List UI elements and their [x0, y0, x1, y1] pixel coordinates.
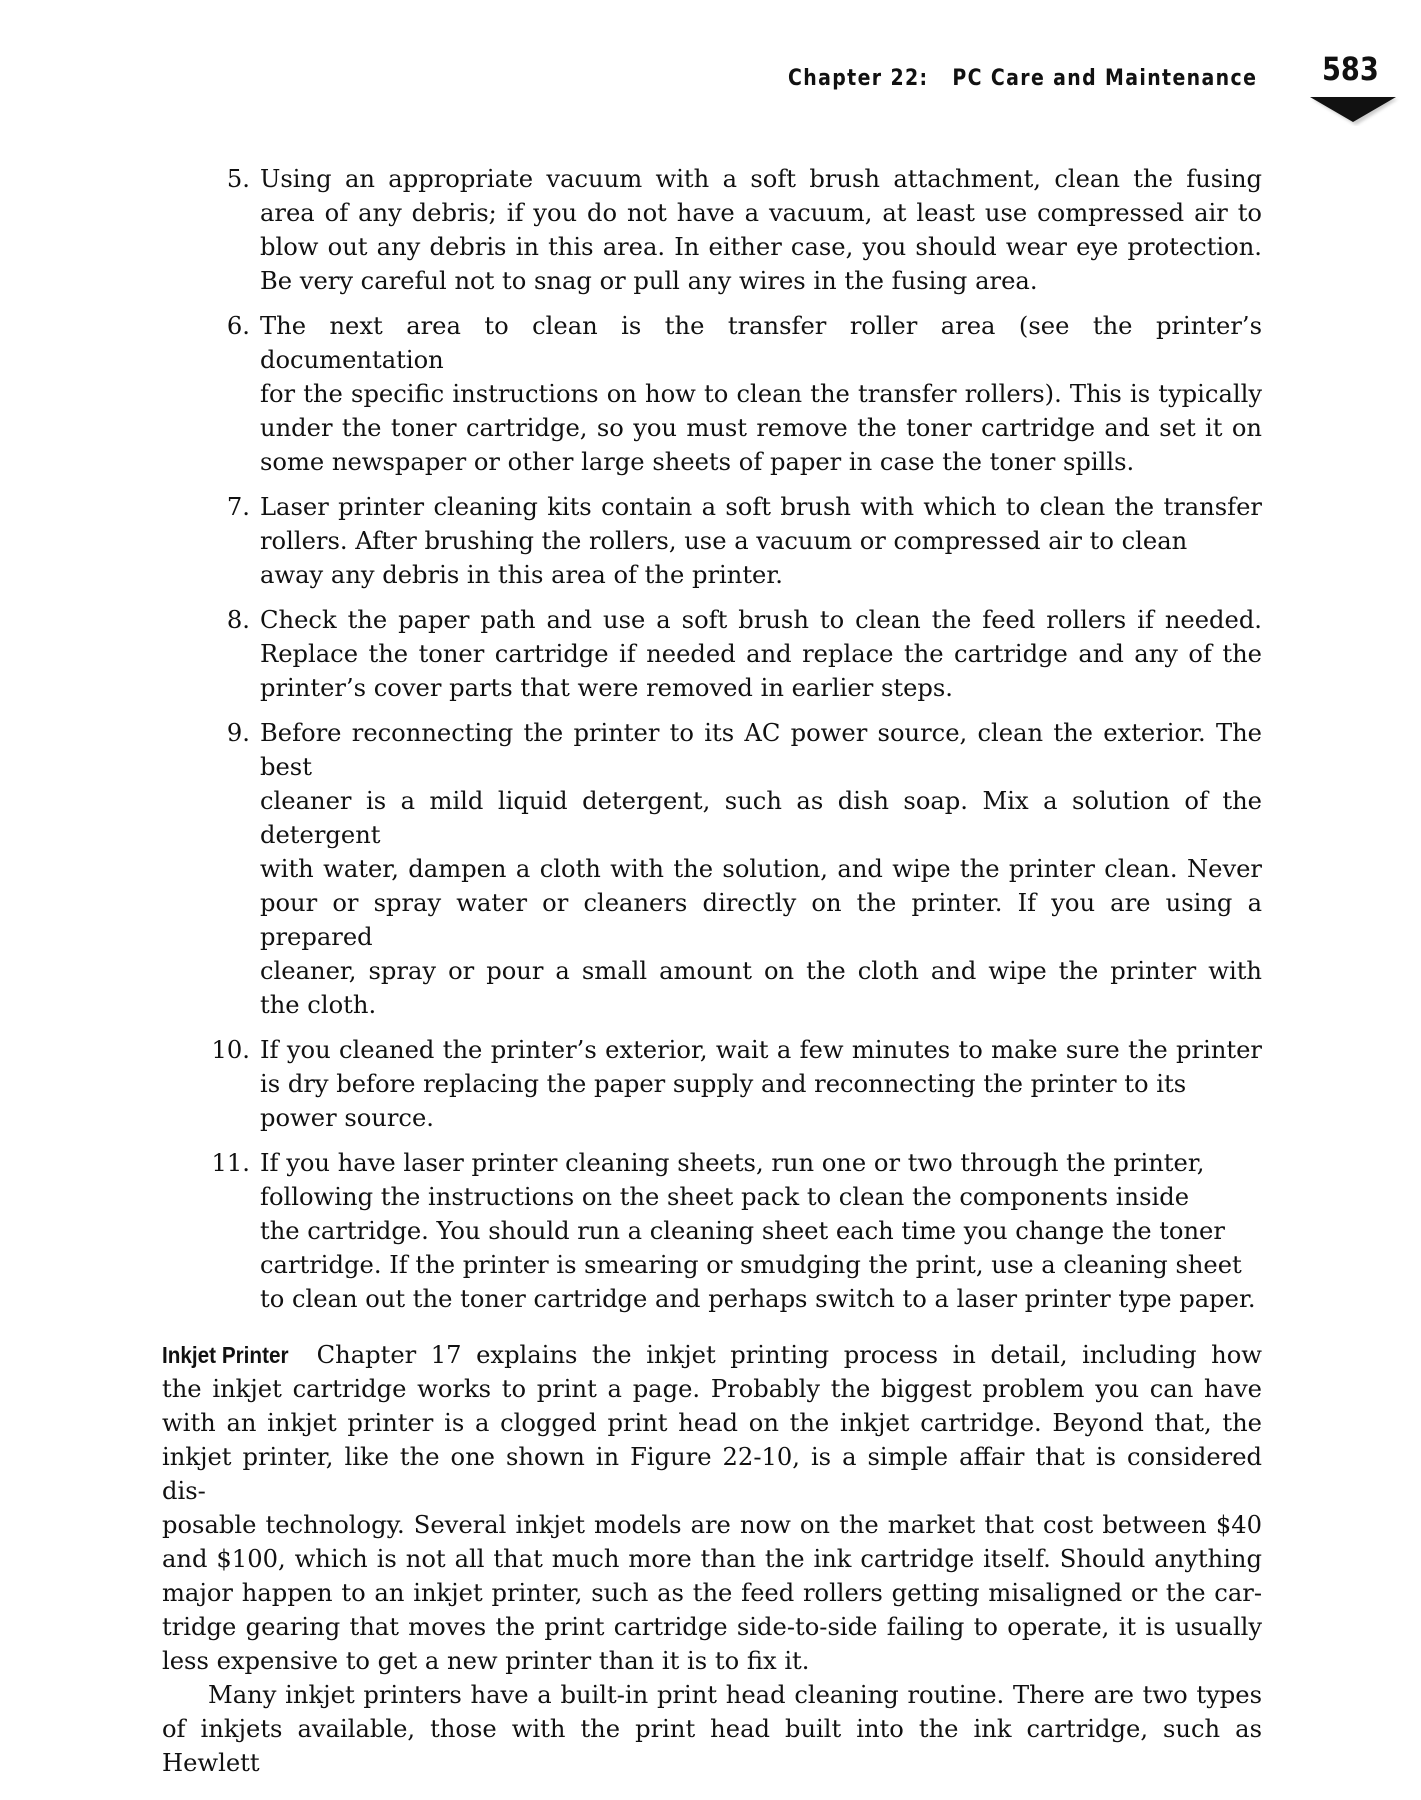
step-item: [162, 716, 1262, 1022]
step-number: 10.: [211, 1036, 250, 1064]
text-line: with an inkjet printer is a clogged print head on the inkjet cartridge. Beyond that, the: [162, 1409, 1262, 1437]
procedure-steps: [162, 162, 1262, 1316]
text-line: The next area to clean is the transfer roller area (see the printer’s documentation: [260, 312, 1262, 374]
step-item: [162, 162, 1262, 298]
text-line: blow out any debris in this area. In either case, you should wear eye protection.: [260, 233, 1262, 261]
text-line: for the specific instructions on how to clean the transfer rollers). This is typically: [260, 380, 1262, 408]
text-line: Using an appropriate vacuum with a soft brush attachment, clean the fusing: [260, 165, 1262, 193]
text-line: Replace the toner cartridge if needed and replace the cartridge and any of the: [260, 640, 1262, 668]
text-line: the cartridge. You should run a cleaning sheet each time you change the toner: [260, 1217, 1225, 1245]
text-line: and $100, which is not all that much more than the ink cartridge itself. Should anything: [162, 1545, 1262, 1573]
text-line: area of any debris; if you do not have a vacuum, at least use compressed air to: [260, 199, 1262, 227]
step-number: 11.: [211, 1149, 250, 1177]
text-line: cartridge. If the printer is smearing or smudging the print, use a cleaning sheet: [260, 1251, 1242, 1279]
text-line: the inkjet cartridge works to print a page. Probably the biggest problem you can have: [162, 1375, 1262, 1403]
text-line: cleaner is a mild liquid detergent, such as dish soap. Mix a solution of the detergent: [260, 787, 1262, 849]
page-number: 583: [1322, 50, 1379, 88]
text-line: is dry before replacing the paper supply and reconnecting the printer to its: [260, 1070, 1187, 1098]
text-line: Laser printer cleaning kits contain a soft brush with which to clean the transfer: [260, 493, 1262, 521]
text-line: posable technology. Several inkjet models are now on the market that cost between $40: [162, 1511, 1262, 1539]
step-number: 6.: [226, 312, 250, 340]
text-span: Chapter 17 explains the inkjet printing process in detail, including how: [316, 1341, 1262, 1369]
text-line: to clean out the toner cartridge and perhaps switch to a laser printer type paper.: [260, 1285, 1256, 1313]
step-item: [162, 1146, 1262, 1316]
text-line: under the toner cartridge, so you must remove the toner cartridge and set it on: [260, 414, 1262, 442]
text-line: away any debris in this area of the printer.: [260, 561, 783, 589]
text-line: following the instructions on the sheet pack to clean the components inside: [260, 1183, 1190, 1211]
text-line: Before reconnecting the printer to its AC power source, clean the exterior. The best: [260, 719, 1262, 781]
text-line: If you have laser printer cleaning sheets, run one or two through the printer,: [260, 1149, 1205, 1177]
text-line: some newspaper or other large sheets of paper in case the toner spills.: [260, 448, 1135, 476]
text-line: [162, 1338, 1262, 1372]
page-content: [162, 162, 1262, 1780]
text-line: Check the paper path and use a soft brush to clean the feed rollers if needed.: [260, 606, 1262, 634]
text-line: rollers. After brushing the rollers, use a vacuum or compressed air to clean: [260, 527, 1188, 555]
text-line: less expensive to get a new printer than it is to fix it.: [162, 1647, 810, 1675]
text-line: cleaner, spray or pour a small amount on the cloth and wipe the printer with: [260, 957, 1262, 985]
step-number: 7.: [226, 493, 250, 521]
text-line: major happen to an inkjet printer, such as the feed rollers getting misaligned or the car-: [162, 1579, 1262, 1607]
step-item: [162, 1033, 1262, 1135]
text-line: inkjet printer, like the one shown in Figure 22-10, is a simple affair that is considered dis-: [162, 1443, 1262, 1505]
inkjet-paragraph-2: [162, 1678, 1262, 1780]
text-line: the cloth.: [260, 991, 377, 1019]
step-number: 8.: [226, 606, 250, 634]
text-line: If you cleaned the printer’s exterior, wait a few minutes to make sure the printer: [260, 1036, 1262, 1064]
text-line: printer’s cover parts that were removed in earlier steps.: [260, 674, 953, 702]
step-item: [162, 490, 1262, 592]
chapter-title: Chapter 22: PC Care and Maintenance: [788, 66, 1258, 91]
inkjet-paragraph: [162, 1338, 1262, 1678]
text-line: power source.: [260, 1104, 434, 1132]
down-triangle-icon: [1308, 96, 1400, 126]
step-number: 5.: [226, 165, 250, 193]
text-line: Be very careful not to snag or pull any wires in the fusing area.: [260, 267, 1038, 295]
text-line: of inkjets available, those with the print head built into the ink cartridge, such as Hewlett: [162, 1715, 1262, 1777]
step-number: 9.: [226, 719, 250, 747]
step-item: [162, 309, 1262, 479]
step-item: [162, 603, 1262, 705]
run-in-heading: Inkjet Printer: [162, 1342, 289, 1368]
text-line: Many inkjet printers have a built-in print head cleaning routine. There are two types: [208, 1681, 1262, 1709]
text-line: tridge gearing that moves the print cartridge side-to-side failing to operate, it is usually: [162, 1613, 1262, 1641]
text-line: with water, dampen a cloth with the solution, and wipe the printer clean. Never: [260, 855, 1262, 883]
text-line: pour or spray water or cleaners directly on the printer. If you are using a prepared: [260, 889, 1262, 951]
